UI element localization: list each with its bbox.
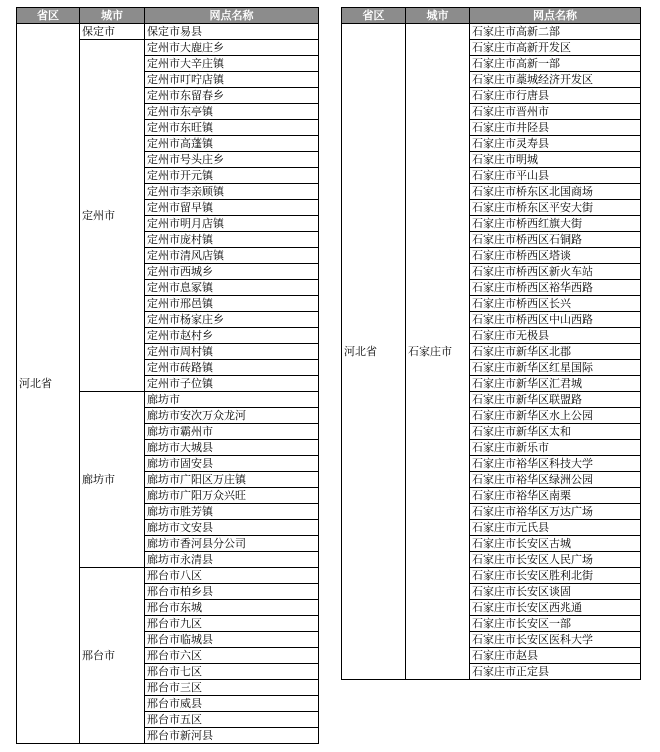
outlet-cell: 廊坊市大城县 xyxy=(145,440,319,456)
outlet-cell: 定州市赵村乡 xyxy=(145,328,319,344)
outlet-cell: 定州市邢邑镇 xyxy=(145,296,319,312)
outlet-cell: 保定市易县 xyxy=(145,24,319,40)
outlet-cell: 定州市清风店镇 xyxy=(145,248,319,264)
outlet-cell: 石家庄市明城 xyxy=(470,152,641,168)
table-row xyxy=(17,24,319,40)
outlet-cell: 定州市高蓬镇 xyxy=(145,136,319,152)
outlet-cell: 石家庄市新华区联盟路 xyxy=(470,392,641,408)
outlet-cell: 石家庄市行唐县 xyxy=(470,88,641,104)
outlet-cell: 石家庄市裕华区绿洲公园 xyxy=(470,472,641,488)
outlet-cell: 定州市杨家庄乡 xyxy=(145,312,319,328)
province-cell: 河北省 xyxy=(342,24,406,680)
outlet-cell: 石家庄市长安区古城 xyxy=(470,536,641,552)
outlet-cell: 邢台市柏乡县 xyxy=(145,584,319,600)
outlet-cell: 石家庄市晋州市 xyxy=(470,104,641,120)
outlet-table-right xyxy=(341,7,641,680)
outlet-cell: 廊坊市 xyxy=(145,392,319,408)
header-outlet: 网点名称 xyxy=(470,8,641,24)
outlet-cell: 石家庄市新华区北郡 xyxy=(470,344,641,360)
header-row xyxy=(342,8,641,24)
city-cell: 廊坊市 xyxy=(80,392,145,568)
outlet-cell: 定州市李亲顾镇 xyxy=(145,184,319,200)
outlet-cell: 石家庄市裕华区科技大学 xyxy=(470,456,641,472)
outlet-cell: 石家庄市高新一部 xyxy=(470,56,641,72)
outlet-cell: 石家庄市新华区红星国际 xyxy=(470,360,641,376)
outlet-cell: 石家庄市桥西区新火车站 xyxy=(470,264,641,280)
outlet-cell: 石家庄市桥西区石铜路 xyxy=(470,232,641,248)
outlet-cell: 廊坊市固安县 xyxy=(145,456,319,472)
outlet-cell: 石家庄市桥西区塔谈 xyxy=(470,248,641,264)
header-outlet: 网点名称 xyxy=(145,8,319,24)
outlet-cell: 石家庄市桥东区北国商场 xyxy=(470,184,641,200)
outlet-cell: 定州市西城乡 xyxy=(145,264,319,280)
city-cell: 石家庄市 xyxy=(406,24,470,680)
outlet-cell: 石家庄市元氏县 xyxy=(470,520,641,536)
outlet-cell: 石家庄市井陉县 xyxy=(470,120,641,136)
outlet-cell: 廊坊市胜芳镇 xyxy=(145,504,319,520)
outlet-cell: 廊坊市文安县 xyxy=(145,520,319,536)
outlet-cell: 定州市庞村镇 xyxy=(145,232,319,248)
outlet-cell: 邢台市临城县 xyxy=(145,632,319,648)
outlet-cell: 廊坊市永清县 xyxy=(145,552,319,568)
outlet-cell: 邢台市九区 xyxy=(145,616,319,632)
province-cell: 河北省 xyxy=(17,24,80,744)
outlet-cell: 邢台市威县 xyxy=(145,696,319,712)
outlet-cell: 石家庄市长安区胜利北街 xyxy=(470,568,641,584)
outlet-cell: 邢台市东城 xyxy=(145,600,319,616)
outlet-cell: 石家庄市长安区一部 xyxy=(470,616,641,632)
outlet-cell: 廊坊市香河县分公司 xyxy=(145,536,319,552)
outlet-cell: 石家庄市新乐市 xyxy=(470,440,641,456)
outlet-cell: 邢台市三区 xyxy=(145,680,319,696)
city-cell: 保定市 xyxy=(80,24,145,40)
header-row xyxy=(17,8,319,24)
outlet-cell: 石家庄市长安区谈固 xyxy=(470,584,641,600)
outlet-cell: 定州市叮咛店镇 xyxy=(145,72,319,88)
outlet-cell: 定州市留早镇 xyxy=(145,200,319,216)
outlet-cell: 石家庄市正定县 xyxy=(470,664,641,680)
city-cell: 定州市 xyxy=(80,40,145,392)
header-city: 城市 xyxy=(406,8,470,24)
outlet-cell: 石家庄市长安区西兆通 xyxy=(470,600,641,616)
outlet-cell: 定州市东亭镇 xyxy=(145,104,319,120)
outlet-cell: 石家庄市长安区人民广场 xyxy=(470,552,641,568)
outlet-cell: 邢台市新河县 xyxy=(145,728,319,744)
outlet-cell: 石家庄市长安区医科大学 xyxy=(470,632,641,648)
outlet-cell: 定州市大辛庄镇 xyxy=(145,56,319,72)
outlet-cell: 石家庄市裕华区万达广场 xyxy=(470,504,641,520)
outlet-cell: 石家庄市裕华区南栗 xyxy=(470,488,641,504)
outlet-cell: 石家庄市无极县 xyxy=(470,328,641,344)
outlet-cell: 定州市大鹿庄乡 xyxy=(145,40,319,56)
outlet-cell: 邢台市八区 xyxy=(145,568,319,584)
outlet-cell: 石家庄市高新二部 xyxy=(470,24,641,40)
outlet-cell: 邢台市七区 xyxy=(145,664,319,680)
outlet-cell: 石家庄市桥西区长兴 xyxy=(470,296,641,312)
outlet-cell: 石家庄市新华区太和 xyxy=(470,424,641,440)
outlet-cell: 廊坊市霸州市 xyxy=(145,424,319,440)
outlet-cell: 石家庄市桥西区裕华西路 xyxy=(470,280,641,296)
header-province: 省区 xyxy=(17,8,80,24)
outlet-cell: 石家庄市灵寿县 xyxy=(470,136,641,152)
outlet-cell: 定州市砖路镇 xyxy=(145,360,319,376)
outlet-cell: 石家庄市桥西区中山西路 xyxy=(470,312,641,328)
outlet-cell: 石家庄市桥西红旗大街 xyxy=(470,216,641,232)
outlet-cell: 石家庄市新华区汇君城 xyxy=(470,376,641,392)
outlet-cell: 廊坊市安次万众龙河 xyxy=(145,408,319,424)
outlet-cell: 邢台市五区 xyxy=(145,712,319,728)
outlet-cell: 石家庄市赵县 xyxy=(470,648,641,664)
outlet-cell: 定州市号头庄乡 xyxy=(145,152,319,168)
outlet-cell: 定州市东留春乡 xyxy=(145,88,319,104)
outlet-cell: 定州市明月店镇 xyxy=(145,216,319,232)
outlet-cell: 定州市开元镇 xyxy=(145,168,319,184)
outlet-cell: 定州市周村镇 xyxy=(145,344,319,360)
outlet-cell: 石家庄市桥东区平安大街 xyxy=(470,200,641,216)
outlet-cell: 廊坊市广阳万众兴旺 xyxy=(145,488,319,504)
header-city: 城市 xyxy=(80,8,145,24)
outlet-cell: 邢台市六区 xyxy=(145,648,319,664)
table-row xyxy=(342,24,641,40)
city-cell: 邢台市 xyxy=(80,568,145,744)
outlet-cell: 石家庄市新华区水上公园 xyxy=(470,408,641,424)
outlet-cell: 石家庄市高新开发区 xyxy=(470,40,641,56)
outlet-cell: 石家庄市藁城经济开发区 xyxy=(470,72,641,88)
header-province: 省区 xyxy=(342,8,406,24)
outlet-cell: 石家庄市平山县 xyxy=(470,168,641,184)
outlet-cell: 定州市息冢镇 xyxy=(145,280,319,296)
outlet-cell: 定州市东旺镇 xyxy=(145,120,319,136)
outlet-table-left xyxy=(16,7,319,744)
outlet-cell: 廊坊市广阳区万庄镇 xyxy=(145,472,319,488)
outlet-cell: 定州市子位镇 xyxy=(145,376,319,392)
